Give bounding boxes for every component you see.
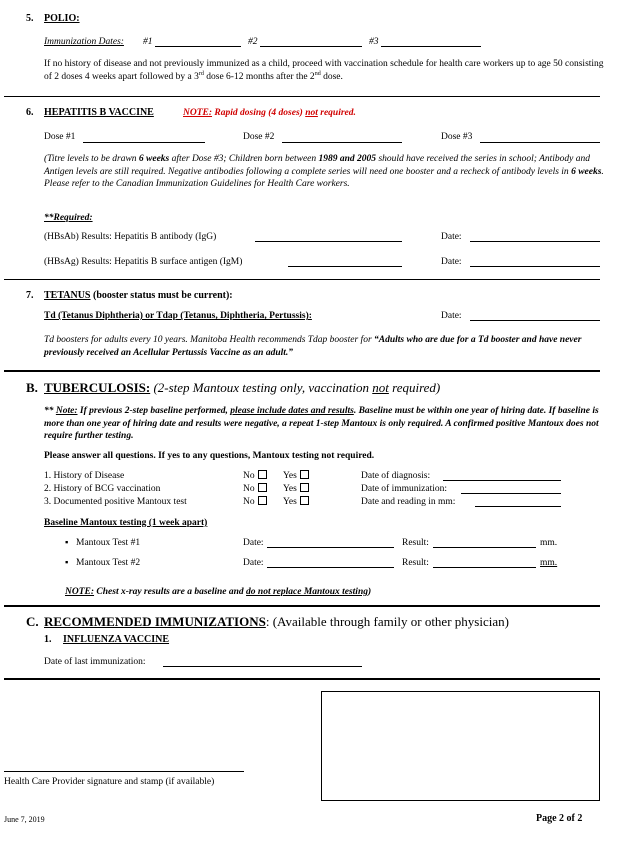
- tb-question-3: 3. Documented positive Mantoux test: [44, 497, 187, 507]
- tb-q3-detail-field[interactable]: [475, 506, 561, 507]
- hepb-dose2-label: Dose #2: [243, 132, 275, 142]
- hepb-hbsab-date-field[interactable]: [470, 241, 600, 242]
- tb-test1-label: Mantoux Test #1: [76, 538, 141, 548]
- rec-title: RECOMMENDED IMMUNIZATIONS: (Available through family or other physician): [44, 614, 509, 629]
- tb-q1-no[interactable]: No: [243, 470, 267, 482]
- checkbox-icon[interactable]: [258, 483, 267, 492]
- tetanus-booster-note: Td boosters for adults every 10 years. Manitoba Health recommends Tdap booster for “Adults who are due for a Td booster and have never previously received an Acellular Pertussis Vaccine as an adult.”: [44, 335, 582, 358]
- tb-test1-result-field[interactable]: [433, 547, 536, 548]
- polio-schedule-note: If no history of disease and not previously immunized as a child, proceed with vaccination schedule for health care workers up to age 50 consisting of 2 doses 4 weeks apart followed by a 3rd dose 6-12 months after the 2nd dose.: [44, 59, 604, 82]
- hepb-hbsab-label: (HBsAb) Results: Hepatitis B antibody (IgG): [44, 232, 217, 242]
- tb-test2-result-field[interactable]: [433, 567, 536, 568]
- checkbox-icon[interactable]: [300, 496, 309, 505]
- tb-test2-bullet: ▪: [65, 558, 69, 568]
- tetanus-title: TETANUS (booster status must be current):: [44, 290, 233, 301]
- tb-test1-date-label: Date:: [243, 538, 264, 548]
- hepb-dose1-field[interactable]: [83, 142, 205, 143]
- tetanus-td-label: Td (Tetanus Diphtheria) or Tdap (Tetanus, Diphtheria, Pertussis):: [44, 311, 312, 321]
- tb-test2-unit: mm.: [540, 558, 558, 568]
- tetanus-date-field[interactable]: [470, 320, 600, 321]
- checkbox-icon[interactable]: [258, 496, 267, 505]
- tb-q1-detail-label: Date of diagnosis:: [361, 471, 431, 481]
- section-divider: [4, 605, 600, 607]
- section-divider: [4, 678, 600, 680]
- polio-dose2-field[interactable]: [260, 46, 362, 47]
- hepb-hbsab-date-label: Date:: [441, 232, 462, 242]
- hepb-required-label: **Required:: [44, 213, 93, 223]
- stamp-box[interactable]: [321, 691, 600, 801]
- tb-answer-instruction: Please answer all questions. If yes to any questions, Mantoux testing not required.: [44, 451, 375, 461]
- hepb-dose3-field[interactable]: [480, 142, 600, 143]
- hepb-hbsag-label: (HBsAg) Results: Hepatitis B surface antigen (IgM): [44, 257, 243, 267]
- tetanus-date-label: Date:: [441, 311, 462, 321]
- polio-title: POLIO:: [44, 13, 80, 24]
- tb-test2-date-field[interactable]: [267, 567, 394, 568]
- tb-test2-result-label: Result:: [402, 558, 429, 568]
- hepb-titre-note: (Titre levels to be drawn 6 weeks after Dose #3; Children born between 1989 and 2005 should have received the series in school; Antibody and Antigen levels are still required. Negative antibodies following a complete series will need one booster and a recheck of antibody levels in 6 weeks. Please refer to the Canadian Immunization Guidelines for Health Care workers.: [44, 154, 604, 189]
- tb-test2-label: Mantoux Test #2: [76, 558, 141, 568]
- tb-q2-no[interactable]: No: [243, 483, 267, 495]
- tb-question-1: 1. History of Disease: [44, 471, 125, 481]
- polio-dose2-label: #2: [248, 37, 258, 47]
- hepb-hbsab-field[interactable]: [255, 241, 402, 242]
- tb-question-2: 2. History of BCG vaccination: [44, 484, 161, 494]
- tb-test1-bullet: ▪: [65, 538, 69, 548]
- tb-xray-note: NOTE: Chest x-ray results are a baseline and do not replace Mantoux testing): [65, 587, 372, 597]
- tb-baseline-heading: Baseline Mantoux testing (1 week apart): [44, 518, 208, 528]
- flu-number: 1.: [44, 634, 52, 645]
- tb-test2-date-label: Date:: [243, 558, 264, 568]
- hepb-dose1-label: Dose #1: [44, 132, 76, 142]
- tb-q2-detail-label: Date of immunization:: [361, 484, 448, 494]
- signature-field[interactable]: [4, 771, 244, 772]
- polio-dose1-label: #1: [143, 37, 153, 47]
- rec-letter: C.: [26, 614, 39, 629]
- polio-dose3-label: #3: [369, 37, 379, 47]
- tb-q3-yes[interactable]: Yes: [283, 496, 309, 508]
- flu-title: INFLUENZA VACCINE: [63, 634, 170, 645]
- section-divider: [4, 370, 600, 372]
- flu-date-label: Date of last immunization:: [44, 657, 146, 667]
- tetanus-number: 7.: [26, 290, 34, 301]
- tb-test1-result-label: Result:: [402, 538, 429, 548]
- polio-number: 5.: [26, 13, 34, 24]
- tb-q2-detail-field[interactable]: [461, 493, 561, 494]
- page-number: Page 2 of 2: [536, 813, 583, 824]
- hepb-dose2-field[interactable]: [282, 142, 402, 143]
- tb-q2-yes[interactable]: Yes: [283, 483, 309, 495]
- divider: [4, 96, 600, 97]
- polio-dates-label: Immunization Dates:: [44, 37, 124, 47]
- hepb-number: 6.: [26, 107, 34, 118]
- hepb-rapid-note: NOTE: Rapid dosing (4 doses) not required.: [183, 108, 356, 118]
- tb-q3-no[interactable]: No: [243, 496, 267, 508]
- tb-title: TUBERCULOSIS: (2-step Mantoux testing only, vaccination not required): [44, 380, 441, 395]
- tb-q1-yes[interactable]: Yes: [283, 470, 309, 482]
- polio-dose3-field[interactable]: [381, 46, 481, 47]
- flu-date-field[interactable]: [163, 666, 362, 667]
- divider: [4, 279, 600, 280]
- tb-q3-detail-label: Date and reading in mm:: [361, 497, 456, 507]
- hepb-hbsag-field[interactable]: [288, 266, 402, 267]
- tb-letter: B.: [26, 380, 38, 395]
- checkbox-icon[interactable]: [300, 483, 309, 492]
- hepb-hbsag-date-label: Date:: [441, 257, 462, 267]
- polio-dose1-field[interactable]: [155, 46, 241, 47]
- hepb-hbsag-date-field[interactable]: [470, 266, 600, 267]
- hepb-dose3-label: Dose #3: [441, 132, 473, 142]
- checkbox-icon[interactable]: [300, 470, 309, 479]
- hepb-title: HEPATITIS B VACCINE: [44, 107, 154, 118]
- tb-test1-date-field[interactable]: [267, 547, 394, 548]
- checkbox-icon[interactable]: [258, 470, 267, 479]
- tb-q1-detail-field[interactable]: [443, 480, 561, 481]
- footer-date: June 7, 2019: [4, 815, 45, 824]
- tb-test1-unit: mm.: [540, 538, 558, 548]
- signature-label: Health Care Provider signature and stamp (if available): [4, 777, 215, 787]
- tb-baseline-note: ** Note: If previous 2-step baseline performed, please include dates and results. Baseline must be within one year of hiring date. If baseline is more than one year of hiring date and results were negative, a repeat 1-step Mantoux is only required. A confirmed positive Mantoux does not require further testing.: [44, 406, 599, 441]
